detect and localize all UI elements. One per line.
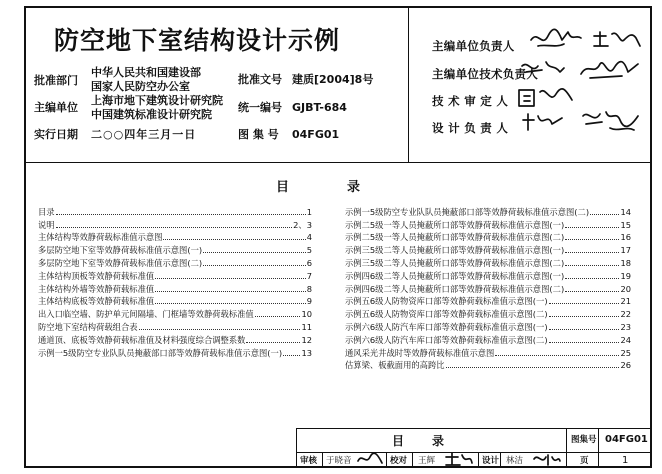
toc-entry [38, 332, 312, 345]
toc-entry [345, 306, 631, 319]
toc-entry [38, 242, 312, 255]
check-name: 王辉 [418, 456, 436, 466]
toc-entry-title: 示例六6级人防汽车库口部等效静荷载标准值示意图(二) [345, 334, 548, 345]
toc-leader-dots [246, 342, 300, 343]
toc-entry [345, 319, 631, 332]
toc-entry [345, 358, 631, 371]
page-label: 页 [580, 456, 589, 466]
toc-leader-dots [155, 291, 306, 292]
effective-date-value: 二○○四年三月一日 [91, 128, 197, 141]
toc-entry [38, 230, 312, 243]
technical-approver-label: 技 术 审 定 人 [432, 94, 509, 108]
toc-entry-page: 24 [620, 334, 631, 345]
toc-entry-page: 10 [301, 309, 312, 320]
toc-leader-dots [446, 367, 620, 368]
toc-entry-title: 主体结构顶板等效静荷载标准值 [38, 270, 155, 281]
toc-entry-title: 示例三5级二等人员掩蔽所口部等效静荷载标准值示意图(二) [345, 257, 565, 268]
review-name: 于晓音 [326, 456, 352, 466]
uniform-no-label: 统一编号 [238, 101, 282, 114]
toc-entry-page: 25 [620, 347, 631, 358]
toc-entry-page: 20 [620, 283, 631, 294]
toc-entry [345, 204, 631, 217]
title-block-divider [386, 452, 387, 468]
toc-entry [345, 332, 631, 345]
document-title: 防空地下室结构设计示例 [54, 26, 341, 55]
handwritten-signature [356, 451, 384, 467]
header-column-divider [408, 6, 409, 163]
handwritten-signature [444, 451, 474, 467]
title-block-atlas-label: 图集号 [571, 435, 597, 445]
title-block-divider [412, 452, 413, 468]
toc-entry-title: 示例一5级防空专业队队员掩蔽部口部等效静荷载标准值示意图(一) [38, 347, 283, 358]
toc-entry-page: 16 [620, 232, 631, 243]
toc-entry-title: 主体结构外墙等效静荷载标准值 [38, 283, 155, 294]
toc-entry [38, 281, 312, 294]
toc-entry-title: 示例一5级防空专业队队员掩蔽部口部等效静荷载标准值示意图(二) [345, 206, 590, 217]
uniform-no-value: GJBT-684 [292, 101, 347, 114]
toc-entry [345, 242, 631, 255]
handwritten-signature [520, 110, 566, 134]
toc-leader-dots [549, 329, 620, 330]
chief-unit-tech-responsible-label: 主编单位技术负责人 [432, 67, 539, 81]
toc-entry [345, 268, 631, 281]
toc-leader-dots [549, 303, 620, 304]
toc-entry-page: 26 [620, 360, 631, 371]
toc-entry-title: 主体结构等效静荷载标准值示意图 [38, 232, 163, 243]
toc-leader-dots [203, 252, 306, 253]
toc-entry [38, 294, 312, 307]
toc-entry [345, 230, 631, 243]
toc-entry [345, 217, 631, 230]
toc-leader-dots [155, 278, 306, 279]
toc-entry-title: 估算梁、板截面用的高跨比 [345, 360, 445, 371]
approval-dept-line-1: 中华人民共和国建设部 [91, 66, 201, 79]
toc-leader-dots [255, 316, 301, 317]
title-block-divider [566, 428, 567, 468]
toc-entry-page: 18 [620, 257, 631, 268]
toc-entry-page: 8 [306, 283, 312, 294]
toc-entry [345, 294, 631, 307]
toc-entry-title: 多层防空地下室等效静荷载标准值示意图(二) [38, 257, 203, 268]
editor-unit-label: 主编单位 [34, 101, 78, 114]
toc-entry-title: 通风采光井战时等效静荷载标准值示意图 [345, 347, 495, 358]
handwritten-signature [578, 56, 642, 82]
toc-entry-page: 15 [620, 219, 631, 230]
toc-entry-page: 23 [620, 321, 631, 332]
handwritten-signature [516, 84, 576, 110]
editor-unit-line-1: 上海市地下建筑设计研究院 [91, 94, 223, 107]
toc-entry [38, 319, 312, 332]
toc-entry-page: 11 [301, 321, 312, 332]
toc-leader-dots [163, 239, 305, 240]
approval-dept-label: 批准部门 [34, 74, 78, 87]
toc-entry [38, 255, 312, 268]
design-label: 设计 [482, 456, 500, 466]
toc-entry-title: 多层防空地下室等效静荷载标准值示意图(一) [38, 245, 203, 256]
handwritten-signature [592, 28, 644, 52]
toc-leader-dots [565, 252, 619, 253]
toc-entry [38, 306, 312, 319]
atlas-no-value: 04FG01 [292, 128, 340, 141]
handwritten-signature [532, 451, 562, 467]
toc-leader-dots [203, 265, 306, 266]
toc-leader-dots [565, 278, 619, 279]
page-number: 1 [622, 455, 629, 466]
toc-entry-title: 示例六6级人防汽车库口部等效静荷载标准值示意图(一) [345, 321, 548, 332]
toc-entry-title: 目录 [38, 206, 55, 217]
toc-leader-dots [565, 239, 619, 240]
toc-entry-page: 13 [301, 347, 312, 358]
check-label: 校对 [390, 456, 408, 466]
toc-leader-dots [56, 214, 306, 215]
toc-leader-dots [549, 316, 620, 317]
toc-entry-page: 1 [306, 206, 312, 217]
toc-entry-page: 14 [620, 206, 631, 217]
design-responsible-label: 设 计 负 责 人 [432, 121, 509, 135]
toc-entry-title: 防空地下室结构荷载组合表 [38, 321, 138, 332]
toc-left-column [38, 204, 312, 358]
approval-doc-value: 建质[2004]8号 [292, 73, 374, 86]
toc-entry-title: 示例二5级一等人员掩蔽所口部等效静荷载标准值示意图(二) [345, 232, 565, 243]
toc-entry-page: 12 [301, 334, 312, 345]
toc-entry-page: 21 [620, 296, 631, 307]
toc-leader-dots [590, 214, 619, 215]
toc-leader-dots [565, 227, 619, 228]
toc-entry-page: 9 [306, 296, 312, 307]
toc-entry-page: 19 [620, 270, 631, 281]
toc-entry-title: 示例五6级人防物资库口部等效静荷载标准值示意图(二) [345, 309, 548, 320]
toc-entry-page: 4 [306, 232, 312, 243]
handwritten-signature [528, 26, 584, 52]
toc-entry-title: 示例二5级一等人员掩蔽所口部等效静荷载标准值示意图(一) [345, 219, 565, 230]
toc-right-column [345, 204, 631, 370]
toc-leader-dots [56, 227, 293, 228]
toc-leader-dots [565, 291, 619, 292]
toc-entry [38, 268, 312, 281]
toc-leader-dots [139, 329, 301, 330]
handwritten-signature [520, 58, 566, 80]
editor-unit-line-2: 中国建筑标准设计研究院 [91, 108, 212, 121]
toc-entry-page: 2、3 [293, 219, 312, 230]
toc-leader-dots [495, 355, 619, 356]
toc-leader-dots [155, 303, 306, 304]
approval-dept-line-2: 国家人民防空办公室 [91, 80, 190, 93]
toc-entry [38, 204, 312, 217]
toc-entry [345, 281, 631, 294]
approval-doc-label: 批准文号 [238, 73, 282, 86]
toc-entry-title: 示例四6级二等人员掩蔽所口部等效静荷载标准值示意图(一) [345, 270, 565, 281]
title-block-divider [478, 452, 479, 468]
title-block-atlas-value: 04FG01 [605, 434, 648, 445]
title-block-divider [322, 452, 323, 468]
title-block-divider [500, 452, 501, 468]
toc-entry-title: 示例五6级人防物资库口部等效静荷载标准值示意图(一) [345, 296, 548, 307]
toc-entry-title: 出入口临空墙、防护单元间隔墙、门框墙等效静荷载标准值 [38, 309, 254, 320]
toc-leader-dots [283, 355, 300, 356]
chief-unit-responsible-label: 主编单位负责人 [432, 39, 515, 53]
toc-entry-page: 17 [620, 245, 631, 256]
toc-entry-title: 通道顶、底板等效静荷载标准值及材料强度综合调整系数 [38, 334, 246, 345]
toc-entry-page: 7 [306, 270, 312, 281]
toc-entry-page: 6 [306, 257, 312, 268]
toc-entry-title: 主体结构底板等效静荷载标准值 [38, 296, 155, 307]
toc-entry [38, 345, 312, 358]
toc-leader-dots [549, 342, 620, 343]
header-divider [24, 162, 652, 163]
handwritten-signature [580, 106, 642, 134]
atlas-no-label: 图 集 号 [238, 128, 279, 141]
toc-leader-dots [565, 265, 619, 266]
toc-entry-title: 示例四6级二等人员掩蔽所口部等效静荷载标准值示意图(二) [345, 283, 565, 294]
title-block-title: 目录 [392, 434, 473, 448]
toc-entry-page: 5 [306, 245, 312, 256]
title-block-divider [598, 428, 599, 468]
toc-entry-title: 示例三5级二等人员掩蔽所口部等效静荷载标准值示意图(一) [345, 245, 565, 256]
toc-heading: 目录 [276, 180, 419, 195]
toc-entry [345, 255, 631, 268]
toc-entry-page: 22 [620, 309, 631, 320]
review-label: 审核 [300, 456, 318, 466]
design-name: 林洁 [506, 456, 524, 466]
toc-entry [38, 217, 312, 230]
toc-entry-title: 说明 [38, 219, 55, 230]
toc-entry [345, 345, 631, 358]
effective-date-label: 实行日期 [34, 128, 78, 141]
